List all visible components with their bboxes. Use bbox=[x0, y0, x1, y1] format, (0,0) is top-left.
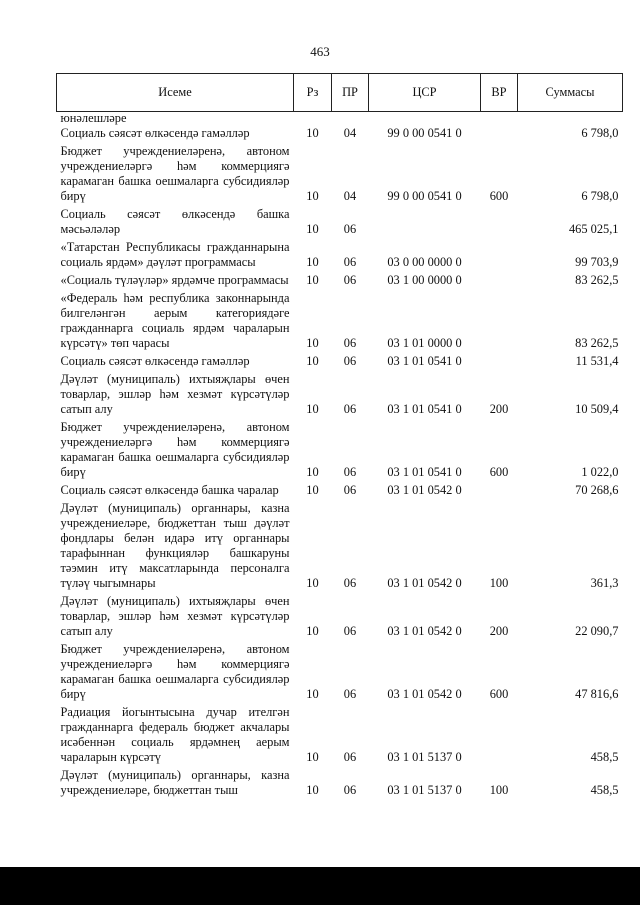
row-csr: 03 1 01 0541 0 bbox=[387, 465, 462, 479]
row-csr: 03 1 01 0000 0 bbox=[387, 336, 462, 350]
table-row bbox=[57, 239, 623, 272]
row-name: Дәүләт (муниципаль) органнары, казна учреждениеләре, бюджеттан тыш bbox=[60, 768, 290, 797]
row-rz: 10 bbox=[306, 336, 319, 350]
row-name: Бюджет учреждениеләренә, автоном учреждениеләргә һәм коммерциягә карамаган башка оешмаларга субсидияләр бирү bbox=[60, 642, 290, 701]
row-vr bbox=[481, 482, 518, 500]
row-vr: 100 bbox=[489, 576, 509, 590]
row-csr: 99 0 00 0541 0 bbox=[387, 126, 462, 140]
header-sum: Суммасы bbox=[518, 74, 623, 112]
table-header bbox=[57, 74, 623, 112]
table-row bbox=[57, 704, 623, 767]
header-rz: Рз bbox=[294, 74, 332, 112]
row-sum: 361,3 bbox=[590, 576, 619, 590]
row-pr: 06 bbox=[343, 783, 357, 797]
row-name: Дәүләт (муниципаль) ихтыяҗлары өчен товарлар, эшләр һәм хезмәт күрсәтүләр сатып алу bbox=[60, 372, 290, 416]
table-row bbox=[57, 482, 623, 500]
row-name: «Татарстан Республикасы гражданнарына социаль ярдәм» дәүләт программасы bbox=[60, 240, 290, 269]
row-pr: 06 bbox=[343, 576, 357, 590]
row-rz: 10 bbox=[306, 255, 319, 269]
row-vr bbox=[481, 704, 518, 767]
table-row bbox=[57, 272, 623, 290]
row-sum: 458,5 bbox=[590, 750, 619, 764]
row-sum: 47 816,6 bbox=[575, 687, 619, 701]
row-pr: 06 bbox=[343, 336, 357, 350]
row-vr: 600 bbox=[489, 465, 509, 479]
row-name: Бюджет учреждениеләренә, автоном учреждениеләргә һәм коммерциягә карамаган башка оешмаларга субсидияләр бирү bbox=[60, 144, 290, 203]
row-sum: 1 022,0 bbox=[581, 465, 619, 479]
table-row bbox=[57, 767, 623, 800]
row-rz: 10 bbox=[306, 483, 319, 497]
row-pr: 06 bbox=[343, 255, 357, 269]
row-vr bbox=[481, 206, 518, 239]
header-name: Исеме bbox=[57, 74, 294, 112]
row-pr: 06 bbox=[343, 222, 357, 236]
row-csr: 03 1 01 5137 0 bbox=[387, 783, 462, 797]
row-vr bbox=[481, 272, 518, 290]
row-vr bbox=[481, 239, 518, 272]
row-rz: 10 bbox=[306, 750, 319, 764]
row-sum: 465 025,1 bbox=[568, 222, 619, 236]
row-name: Бюджет учреждениеләренә, автоном учреждениеләргә һәм коммерциягә карамаган башка оешмаларга субсидияләр бирү bbox=[60, 420, 290, 479]
row-csr: 03 1 00 0000 0 bbox=[387, 273, 462, 287]
row-name: Дәүләт (муниципаль) ихтыяҗлары өчен товарлар, эшләр һәм хезмәт күрсәтүләр сатып алу bbox=[60, 594, 290, 638]
table-row bbox=[57, 641, 623, 704]
row-pr: 06 bbox=[343, 354, 357, 368]
row-vr bbox=[481, 353, 518, 371]
row-pr: 06 bbox=[343, 687, 357, 701]
row-name: Социаль сәясәт өлкәсендә гамәлләр bbox=[60, 354, 250, 368]
table-row bbox=[57, 500, 623, 593]
row-sum: 11 531,4 bbox=[575, 354, 619, 368]
row-name: Социаль сәясәт өлкәсендә башка чаралар bbox=[60, 483, 279, 497]
row-pr: 06 bbox=[343, 465, 357, 479]
row-vr: 200 bbox=[489, 402, 509, 416]
row-rz: 10 bbox=[306, 126, 319, 140]
table-row bbox=[57, 143, 623, 206]
row-name: Дәүләт (муниципаль) органнары, казна учреждениеләре, бюджеттан тыш дәүләт фондлары белән идарә итү органнары тарафыннан функцияләр башкаруны тәэмин итү максатларында персоналга түләү чыгымнары bbox=[60, 501, 290, 590]
row-rz: 10 bbox=[306, 273, 319, 287]
row-csr: 03 1 01 0542 0 bbox=[387, 483, 462, 497]
row-name: Социаль сәясәт өлкәсендә гамәлләр bbox=[60, 126, 250, 140]
row-sum: 83 262,5 bbox=[575, 273, 619, 287]
row-csr: 03 1 01 0542 0 bbox=[387, 624, 462, 638]
row-pr: 06 bbox=[343, 624, 357, 638]
continuation-row bbox=[57, 112, 623, 126]
row-rz: 10 bbox=[306, 624, 319, 638]
row-name: Социаль сәясәт өлкәсендә башка мәсьәләләр bbox=[60, 207, 290, 236]
table-row bbox=[57, 593, 623, 641]
row-csr: 03 0 00 0000 0 bbox=[387, 255, 462, 269]
row-sum: 458,5 bbox=[590, 783, 619, 797]
header-vr: ВР bbox=[481, 74, 518, 112]
row-pr: 04 bbox=[343, 126, 357, 140]
row-name: «Социаль түләүләр» ярдәмче программасы bbox=[60, 273, 289, 287]
table-row bbox=[57, 419, 623, 482]
row-pr: 04 bbox=[343, 189, 357, 203]
row-csr: 03 1 01 5137 0 bbox=[387, 750, 462, 764]
row-vr: 600 bbox=[489, 687, 509, 701]
continuation-text: юнәлешләре bbox=[60, 111, 127, 125]
row-rz: 10 bbox=[306, 189, 319, 203]
table-body bbox=[57, 112, 623, 801]
row-sum: 22 090,7 bbox=[575, 624, 619, 638]
table-row bbox=[57, 353, 623, 371]
row-vr: 100 bbox=[489, 783, 509, 797]
row-csr: 03 1 01 0542 0 bbox=[387, 576, 462, 590]
row-csr: 03 1 01 0542 0 bbox=[387, 687, 462, 701]
table-row bbox=[57, 371, 623, 419]
row-rz: 10 bbox=[306, 687, 319, 701]
row-sum: 83 262,5 bbox=[575, 336, 619, 350]
table-row bbox=[57, 206, 623, 239]
row-rz: 10 bbox=[306, 354, 319, 368]
row-sum: 6 798,0 bbox=[581, 126, 619, 140]
row-rz: 10 bbox=[306, 576, 319, 590]
page-number: 463 bbox=[310, 44, 330, 59]
scan-bottom-border bbox=[0, 867, 640, 905]
row-vr: 600 bbox=[489, 189, 509, 203]
budget-table bbox=[56, 73, 623, 800]
header-csr: ЦСР bbox=[369, 74, 481, 112]
row-vr bbox=[481, 125, 518, 143]
header-pr: ПР bbox=[332, 74, 369, 112]
row-vr bbox=[481, 290, 518, 353]
table-row bbox=[57, 290, 623, 353]
row-csr: 03 1 01 0541 0 bbox=[387, 402, 462, 416]
row-sum: 6 798,0 bbox=[581, 189, 619, 203]
row-pr: 06 bbox=[343, 483, 357, 497]
row-sum: 99 703,9 bbox=[575, 255, 619, 269]
row-sum: 10 509,4 bbox=[575, 402, 619, 416]
row-rz: 10 bbox=[306, 783, 319, 797]
row-rz: 10 bbox=[306, 465, 319, 479]
row-pr: 06 bbox=[343, 273, 357, 287]
row-pr: 06 bbox=[343, 750, 357, 764]
row-rz: 10 bbox=[306, 222, 319, 236]
table-row bbox=[57, 125, 623, 143]
row-name: «Федераль һәм республика законнарында билгеләнгән аерым категориядәге гражданнарга социаль ярдәм чараларын күрсәтү» төп чарасы bbox=[60, 291, 290, 350]
row-csr: 03 1 01 0541 0 bbox=[387, 354, 462, 368]
row-sum: 70 268,6 bbox=[575, 483, 619, 497]
row-vr: 200 bbox=[489, 624, 509, 638]
row-rz: 10 bbox=[306, 402, 319, 416]
row-csr: 99 0 00 0541 0 bbox=[387, 189, 462, 203]
row-pr: 06 bbox=[343, 402, 357, 416]
row-csr bbox=[369, 206, 481, 239]
row-name: Радиация йогынтысына дучар ителгән гражданнарга федераль бюджет акчалары исәбеннән социаль ярдәмнең аерым чараларын күрсәтү bbox=[60, 705, 290, 764]
